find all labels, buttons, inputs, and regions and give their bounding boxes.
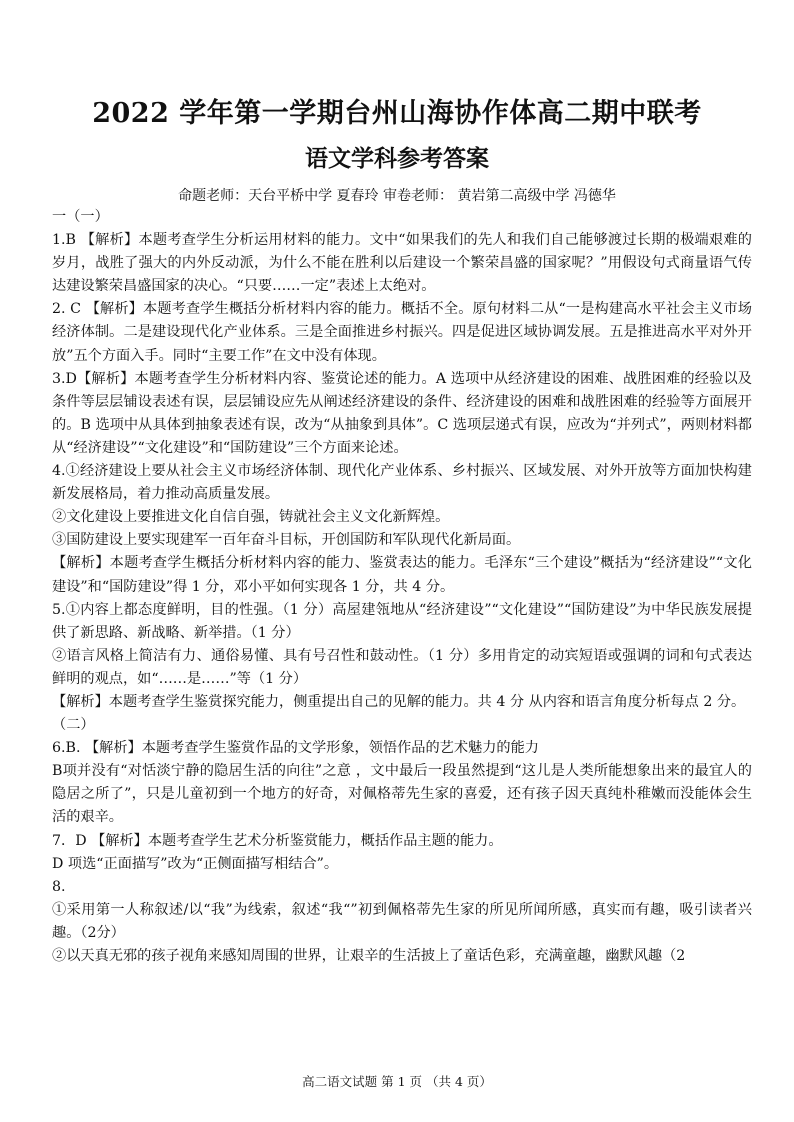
answer-paragraph: ②以天真无邪的孩子视角来感知周围的世界，让艰辛的生活披上了童话色彩，充满童趣，幽默风趣（2 (52, 948, 686, 964)
answer-paragraph: ②文化建设上要推进文化自信自强，铸就社会主义文化新辉煌。 (52, 509, 450, 526)
answer-paragraph: 4.①经济建设上要从社会主义市场经济体制、现代化产业体系、乡村振兴、区域发展、对外开放等方面加快构建新发展格局，着力推动高质量发展。 (52, 463, 752, 503)
section-heading: 一（一） (52, 209, 109, 225)
authors-line: 命题老师：天台平桥中学 夏春玲 审卷老师： 黄岩第二高级中学 冯德华 (178, 188, 616, 204)
answer-body (52, 206, 752, 968)
answer-paragraph: ②语言风格上简洁有力、通俗易懂、具有号召性和鼓动性。（1 分）多用肯定的动宾短语或强调的词和句式表达鲜明的观点，如“……是……”等（1 分） (52, 647, 752, 687)
page-title: 2022 学年第一学期台州山海协作体高二期中联考 (92, 98, 702, 129)
answer-paragraph: 8. (52, 878, 66, 895)
answer-paragraph: ①采用第一人称叙述/以“我”为线索，叙述“我“”初到佩格蒂先生家的所见所闻所感，真实而有趣，吸引读者兴趣。（2分） (52, 901, 752, 941)
answer-paragraph: D 项选“正面描写”改为“正侧面描写相结合”。 (52, 855, 339, 872)
answer-paragraph: 【解析】本题考查学生概括分析材料内容的能力、鉴赏表达的能力。毛泽东“三个建设”概括为“经济建设”“文化建设”和“国防建设”得 1 分，邓小平如何实现各 1 分，共 4 分。 (52, 555, 752, 595)
answer-paragraph: B项并没有“对恬淡宁静的隐居生活的向往”之意 ，文中最后一段虽然提到“这儿是人类所能想象出来的最宜人的隐居之所了”，只是儿童初到一个地方的好奇，对佩格蒂先生家的喜爱，还有孩子因天真纯朴稚嫩而没能体会生活的艰辛。 (52, 763, 752, 826)
answer-paragraph: 【解析】本题考查学生鉴赏探究能力，侧重提出自己的见解的能力。共 4 分 从内容和语言角度分析每点 2 分。 (52, 693, 746, 710)
page-subtitle: 语文学科参考答案 (305, 145, 489, 172)
page-footer: 高二语文试题 第 1 页 （共 4 页） (302, 1074, 492, 1089)
answer-paragraph: 3.D【解析】本题考查学生分析材料内容、鉴赏论述的能力。A 选项中从经济建设的困难、战胜困难的经验以及条件等层层铺设表述有误，层层铺设应先从阐述经济建设的条件、经济建设的困难和战胜困难的经验等方面展开的。B 选项中从具体到抽象表述有误，改为“从抽象到具体”。C 选项层递式有误，应改为“并列式”，两则材料都从“经济建设”“文化建设”和“国防建设”三个方面来论述。 (52, 370, 752, 456)
section-heading: （二） (52, 717, 95, 734)
answer-paragraph: ③国防建设上要实现建军一百年奋斗目标，开创国防和军队现代化新局面。 (52, 532, 521, 549)
answer-paragraph: 2. C 【解析】本题考查学生概括分析材料内容的能力。概括不全。原句材料二从“一是构建高水平社会主义市场经济体制。二是建设现代化产业体系。三是全面推进乡村振兴。四是促进区域协调发展。五是推进高水平对外开放”五个方面入手。同时“主要工作”在文中没有体现。 (52, 301, 752, 364)
answer-paragraph: 7．D 【解析】本题考查学生艺术分析鉴赏能力，概括作品主题的能力。 (52, 832, 503, 849)
answer-paragraph: 5.①内容上都态度鲜明，目的性强。（1 分）高屋建瓴地从“经济建设”“文化建设”“国防建设”为中华民族发展提供了新思路、新战略、新举措。（1 分） (52, 601, 752, 641)
answer-paragraph: 1.B 【解析】本题考查学生分析运用材料的能力。文中“如果我们的先人和我们自己能够渡过长期的极端艰难的岁月，战胜了强大的内外反动派，为什么不能在胜利以后建设一个繁荣昌盛的国家呢？”用假设句式商量语气传达建设繁荣昌盛国家的决心。“只要……一定”表述上太绝对。 (52, 232, 752, 295)
answer-paragraph: 6.B. 【解析】本题考查学生鉴赏作品的文学形象，领悟作品的艺术魅力的能力 (52, 740, 539, 757)
